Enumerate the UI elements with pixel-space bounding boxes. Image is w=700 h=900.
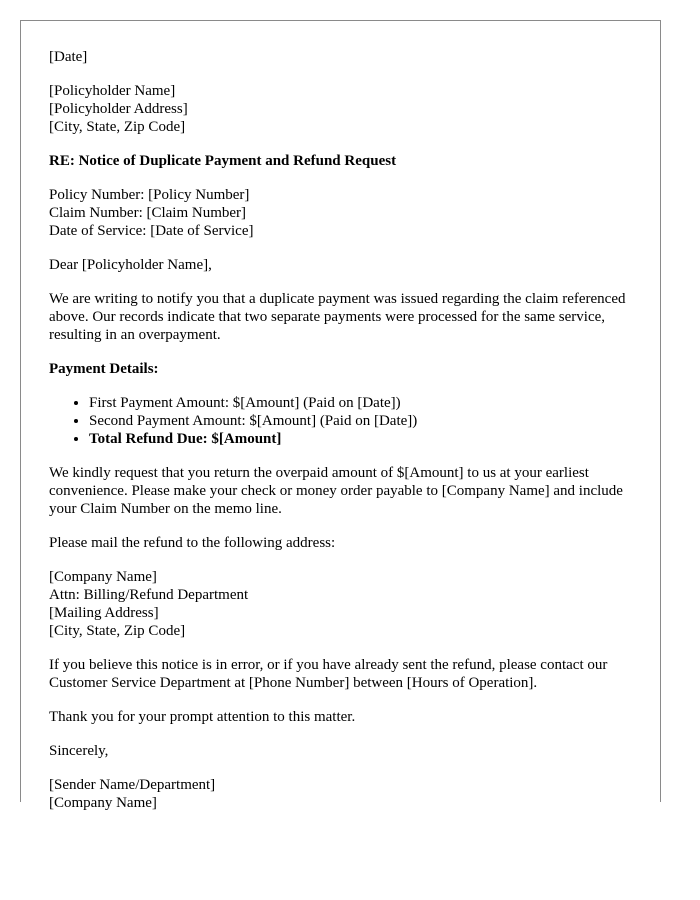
signature-sender: [Sender Name/Department]: [49, 777, 216, 793]
salutation: Dear [Policyholder Name],: [49, 257, 212, 273]
recipient-block: [49, 82, 641, 136]
signature-company: [Company Name]: [49, 795, 157, 811]
contact-paragraph: If you believe this notice is in error, or if you have already sent the refund, please contact our Customer Service Department at [Phone Number] between [Hours of Operation].: [49, 657, 608, 691]
policy-number: Policy Number: [Policy Number]: [49, 187, 250, 203]
thanks-line: Thank you for your prompt attention to this matter.: [49, 709, 356, 725]
letter-page: [20, 20, 661, 811]
return-city-state-zip: [City, State, Zip Code]: [49, 623, 186, 639]
subject-line: RE: Notice of Duplicate Payment and Refund Request: [49, 153, 397, 169]
reference-block: [49, 186, 641, 240]
letter-body: [49, 48, 641, 828]
signature-block: [49, 776, 641, 812]
second-payment-item: • Second Payment Amount: $[Amount] (Paid on [Date]): [89, 412, 641, 430]
return-attention: Attn: Billing/Refund Department: [49, 587, 249, 603]
letter-date: [Date]: [49, 49, 88, 65]
mail-instruction: Please mail the refund to the following address:: [49, 535, 336, 551]
payment-details-list: [49, 394, 641, 448]
claim-number: Claim Number: [Claim Number]: [49, 205, 247, 221]
first-payment-item: • First Payment Amount: $[Amount] (Paid on [Date]): [89, 394, 641, 412]
recipient-city-state-zip: [City, State, Zip Code]: [49, 119, 186, 135]
intro-paragraph: We are writing to notify you that a duplicate payment was issued regarding the claim referenced above. Our records indicate that two separate payments were processed for the same service, resulting in an overpayment.: [49, 291, 626, 343]
request-paragraph: We kindly request that you return the overpaid amount of $[Amount] to us at your earliest convenience. Please make your check or money order payable to [Company Name] and include your Claim Number on the memo line.: [49, 465, 623, 517]
payment-details-heading: Payment Details:: [49, 361, 159, 377]
recipient-name: [Policyholder Name]: [49, 83, 176, 99]
closing-line: Sincerely,: [49, 743, 109, 759]
recipient-address: [Policyholder Address]: [49, 101, 188, 117]
return-address-block: [49, 568, 641, 640]
date-of-service: Date of Service: [Date of Service]: [49, 223, 254, 239]
return-company: [Company Name]: [49, 569, 157, 585]
return-mailing-address: [Mailing Address]: [49, 605, 159, 621]
total-refund-item: • Total Refund Due: $[Amount]: [89, 430, 641, 448]
